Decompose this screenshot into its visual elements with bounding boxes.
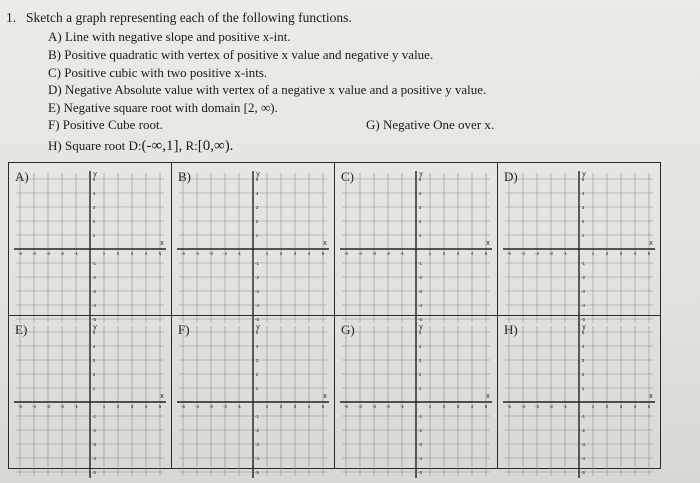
y-tick-label: -2 [417, 428, 423, 433]
y-axis-label: y [256, 324, 260, 331]
y-tick-label: 3 [255, 205, 259, 210]
coordinate-plane[interactable] [178, 171, 328, 322]
y-tick-label: -3 [254, 442, 260, 447]
y-tick-label: 2 [255, 219, 259, 224]
x-tick-label: -4 [357, 404, 363, 409]
y-tick-label: -5 [254, 470, 260, 475]
x-tick-label: -1 [236, 251, 242, 256]
y-tick-label: -1 [580, 414, 586, 419]
x-tick-label: 5 [321, 404, 325, 409]
coordinate-plane[interactable] [15, 324, 165, 475]
x-tick-label: -5 [343, 404, 349, 409]
x-tick-label: -4 [357, 251, 363, 256]
x-tick-label: -5 [506, 251, 512, 256]
x-tick-label: -2 [222, 404, 228, 409]
x-tick-label: 2 [279, 251, 283, 256]
x-axis-label: x [486, 393, 490, 400]
item-h-range-value: [0,∞). [197, 138, 234, 154]
y-tick-label: 1 [92, 386, 96, 391]
x-tick-label: 4 [307, 251, 311, 256]
graph-panel-label: C) [341, 169, 354, 184]
x-tick-label: -5 [17, 251, 23, 256]
graph-panel-label: F) [178, 322, 190, 337]
y-tick-label: 5 [92, 330, 96, 335]
x-tick-label: 5 [484, 251, 488, 256]
y-tick-label: 1 [418, 233, 422, 238]
y-tick-label: 5 [255, 330, 259, 335]
y-axis-label: y [582, 324, 586, 331]
graph-panel-a [8, 162, 172, 322]
y-axis-label: y [419, 324, 423, 331]
y-tick-label: 3 [418, 358, 422, 363]
x-axis-label: x [486, 240, 490, 247]
x-tick-label: 2 [605, 251, 609, 256]
coordinate-plane[interactable] [504, 324, 654, 475]
x-tick-label: 1 [102, 251, 106, 256]
y-tick-label: -4 [91, 456, 97, 461]
x-tick-label: -5 [506, 404, 512, 409]
y-tick-label: -3 [91, 442, 97, 447]
x-tick-label: -5 [180, 251, 186, 256]
x-tick-label: -5 [17, 404, 23, 409]
x-tick-label: -3 [534, 404, 540, 409]
y-tick-label: -1 [417, 414, 423, 419]
x-tick-label: 5 [484, 404, 488, 409]
coordinate-plane[interactable] [504, 171, 654, 322]
x-tick-label: -4 [31, 404, 37, 409]
y-tick-label: -2 [91, 428, 97, 433]
x-axis-label: x [649, 240, 653, 247]
x-tick-label: -4 [31, 251, 37, 256]
y-tick-label: -2 [580, 428, 586, 433]
x-tick-label: 5 [647, 251, 651, 256]
question-number: 1. [6, 10, 17, 25]
x-axis-label: x [323, 240, 327, 247]
x-tick-label: -2 [548, 251, 554, 256]
item-h-domain-value: (-∞,1], [141, 138, 183, 154]
x-tick-label: 2 [442, 251, 446, 256]
y-tick-label: -1 [580, 261, 586, 266]
y-axis-label: y [93, 324, 97, 331]
y-tick-label: 5 [92, 177, 96, 182]
y-tick-label: -4 [580, 456, 586, 461]
x-tick-label: 3 [130, 251, 134, 256]
x-tick-label: 1 [428, 251, 432, 256]
item-a: A) Line with negative slope and positive x-int. [48, 29, 291, 44]
x-tick-label: -1 [73, 404, 79, 409]
y-tick-label: 2 [418, 372, 422, 377]
x-tick-label: 4 [307, 404, 311, 409]
item-b: B) Positive quadratic with vertex of positive x value and negative y value. [48, 47, 434, 62]
x-tick-label: 3 [456, 404, 460, 409]
x-tick-label: 2 [116, 404, 120, 409]
item-d: D) Negative Absolute value with vertex of a negative x value and a positive y value. [48, 82, 487, 97]
item-h-domain-label: D: [128, 138, 142, 153]
y-tick-label: -3 [580, 442, 586, 447]
item-c: C) Positive cubic with two positive x-ints. [48, 65, 268, 80]
x-tick-label: -5 [180, 404, 186, 409]
x-tick-label: -2 [385, 404, 391, 409]
y-tick-label: -1 [254, 261, 260, 266]
y-tick-label: -4 [417, 303, 423, 308]
graph-panel-label: G) [341, 322, 355, 337]
y-tick-label: -5 [417, 470, 423, 475]
x-tick-label: -4 [194, 404, 200, 409]
y-axis-label: y [582, 171, 586, 178]
y-tick-label: 4 [418, 344, 422, 349]
x-axis-label: x [649, 393, 653, 400]
x-tick-label: 2 [605, 404, 609, 409]
y-axis-label: y [419, 171, 423, 178]
graph-grid-table [8, 162, 660, 475]
x-tick-label: 1 [265, 404, 269, 409]
x-tick-label: -1 [236, 404, 242, 409]
y-tick-label: 4 [92, 344, 96, 349]
y-tick-label: -5 [254, 317, 260, 322]
x-tick-label: 3 [456, 251, 460, 256]
question-prompt: Sketch a graph representing each of the following functions. [26, 10, 352, 25]
y-tick-label: -5 [417, 317, 423, 322]
graph-panel-label: A) [15, 169, 29, 184]
x-tick-label: -1 [399, 404, 405, 409]
y-tick-label: 4 [255, 344, 259, 349]
x-tick-label: 5 [158, 251, 162, 256]
y-tick-label: -4 [91, 303, 97, 308]
y-tick-label: 3 [92, 358, 96, 363]
x-tick-label: 2 [442, 404, 446, 409]
y-tick-label: 1 [418, 386, 422, 391]
x-axis-label: x [160, 393, 164, 400]
y-tick-label: -4 [254, 303, 260, 308]
coordinate-plane[interactable] [341, 171, 491, 322]
y-tick-label: -2 [417, 275, 423, 280]
y-tick-label: -3 [91, 289, 97, 294]
x-tick-label: 2 [116, 251, 120, 256]
y-tick-label: 5 [418, 330, 422, 335]
item-f: F) Positive Cube root. [48, 117, 163, 132]
graph-panel-c [334, 162, 498, 322]
y-tick-label: 3 [92, 205, 96, 210]
x-tick-label: -3 [371, 404, 377, 409]
x-tick-label: 4 [144, 251, 148, 256]
item-h [48, 138, 233, 154]
x-tick-label: -1 [562, 404, 568, 409]
y-tick-label: -1 [91, 261, 97, 266]
y-tick-label: 1 [581, 233, 585, 238]
y-tick-label: -2 [91, 275, 97, 280]
x-tick-label: -4 [520, 404, 526, 409]
x-tick-label: -2 [548, 404, 554, 409]
coordinate-plane[interactable] [15, 171, 165, 322]
y-tick-label: -1 [417, 261, 423, 266]
x-axis-label: x [323, 393, 327, 400]
y-tick-label: 3 [581, 358, 585, 363]
x-tick-label: 2 [279, 404, 283, 409]
graph-panel-label: E) [15, 322, 28, 337]
x-tick-label: -5 [343, 251, 349, 256]
graph-panel-b [171, 162, 335, 322]
y-tick-label: 1 [581, 386, 585, 391]
coordinate-plane[interactable] [178, 324, 328, 475]
x-tick-label: 3 [130, 404, 134, 409]
y-tick-label: 1 [255, 233, 259, 238]
y-tick-label: 2 [92, 219, 96, 224]
y-tick-label: 3 [418, 205, 422, 210]
y-tick-label: 1 [255, 386, 259, 391]
x-tick-label: 3 [293, 251, 297, 256]
item-h-label: H) Square root [48, 138, 126, 153]
x-tick-label: 1 [591, 251, 595, 256]
x-tick-label: 1 [591, 404, 595, 409]
x-tick-label: -4 [520, 251, 526, 256]
x-tick-label: -3 [534, 251, 540, 256]
x-tick-label: 4 [633, 404, 637, 409]
graph-panel-e [8, 315, 172, 475]
x-tick-label: 4 [144, 404, 148, 409]
y-tick-label: -4 [417, 456, 423, 461]
y-tick-label: 3 [255, 358, 259, 363]
y-tick-label: 3 [581, 205, 585, 210]
y-tick-label: -2 [254, 275, 260, 280]
graph-panel-h [497, 315, 661, 475]
x-tick-label: 1 [265, 251, 269, 256]
x-tick-label: -2 [59, 404, 65, 409]
y-axis-label: y [256, 171, 260, 178]
x-tick-label: 5 [321, 251, 325, 256]
y-tick-label: 4 [92, 191, 96, 196]
y-tick-label: 4 [581, 191, 585, 196]
y-tick-label: -5 [580, 317, 586, 322]
y-tick-label: 4 [581, 344, 585, 349]
y-tick-label: 4 [255, 191, 259, 196]
x-tick-label: 3 [293, 404, 297, 409]
y-tick-label: 2 [255, 372, 259, 377]
y-tick-label: -3 [417, 289, 423, 294]
y-tick-label: 5 [418, 177, 422, 182]
x-tick-label: -1 [399, 251, 405, 256]
y-tick-label: 1 [92, 233, 96, 238]
graph-panel-label: H) [504, 322, 518, 337]
coordinate-plane[interactable] [341, 324, 491, 475]
y-tick-label: 4 [418, 191, 422, 196]
graph-panel-label: B) [178, 169, 191, 184]
x-tick-label: -1 [73, 251, 79, 256]
x-tick-label: -3 [208, 404, 214, 409]
x-tick-label: 4 [633, 251, 637, 256]
y-tick-label: 2 [581, 219, 585, 224]
y-tick-label: -5 [580, 470, 586, 475]
y-tick-label: -5 [91, 317, 97, 322]
x-tick-label: 1 [428, 404, 432, 409]
x-tick-label: 1 [102, 404, 106, 409]
x-tick-label: -3 [45, 404, 51, 409]
y-tick-label: -4 [254, 456, 260, 461]
y-tick-label: -3 [580, 289, 586, 294]
y-tick-label: 2 [581, 372, 585, 377]
x-tick-label: 3 [619, 404, 623, 409]
y-tick-label: 5 [581, 177, 585, 182]
y-tick-label: -5 [91, 470, 97, 475]
x-tick-label: 5 [158, 404, 162, 409]
graph-panel-label: D) [504, 169, 518, 184]
y-tick-label: -1 [254, 414, 260, 419]
graph-panel-g [334, 315, 498, 475]
item-g: G) Negative One over x. [366, 117, 495, 132]
x-tick-label: 5 [647, 404, 651, 409]
x-tick-label: 4 [470, 251, 474, 256]
x-axis-label: x [160, 240, 164, 247]
y-tick-label: 5 [581, 330, 585, 335]
x-tick-label: 3 [619, 251, 623, 256]
y-tick-label: -3 [254, 289, 260, 294]
y-tick-label: 2 [92, 372, 96, 377]
y-tick-label: 5 [255, 177, 259, 182]
x-tick-label: 4 [470, 404, 474, 409]
x-tick-label: -2 [385, 251, 391, 256]
x-tick-label: -1 [562, 251, 568, 256]
y-tick-label: -3 [417, 442, 423, 447]
y-tick-label: 2 [418, 219, 422, 224]
y-tick-label: -2 [254, 428, 260, 433]
graph-panel-d [497, 162, 661, 322]
x-tick-label: -2 [59, 251, 65, 256]
x-tick-label: -4 [194, 251, 200, 256]
x-tick-label: -3 [371, 251, 377, 256]
graph-panel-f [171, 315, 335, 475]
x-tick-label: -3 [45, 251, 51, 256]
item-e: E) Negative square root with domain [2, ∞). [48, 100, 278, 115]
y-axis-label: y [93, 171, 97, 178]
y-tick-label: -1 [91, 414, 97, 419]
x-tick-label: -2 [222, 251, 228, 256]
x-tick-label: -3 [208, 251, 214, 256]
item-h-range-label: R: [185, 138, 198, 153]
y-tick-label: -2 [580, 275, 586, 280]
y-tick-label: -4 [580, 303, 586, 308]
